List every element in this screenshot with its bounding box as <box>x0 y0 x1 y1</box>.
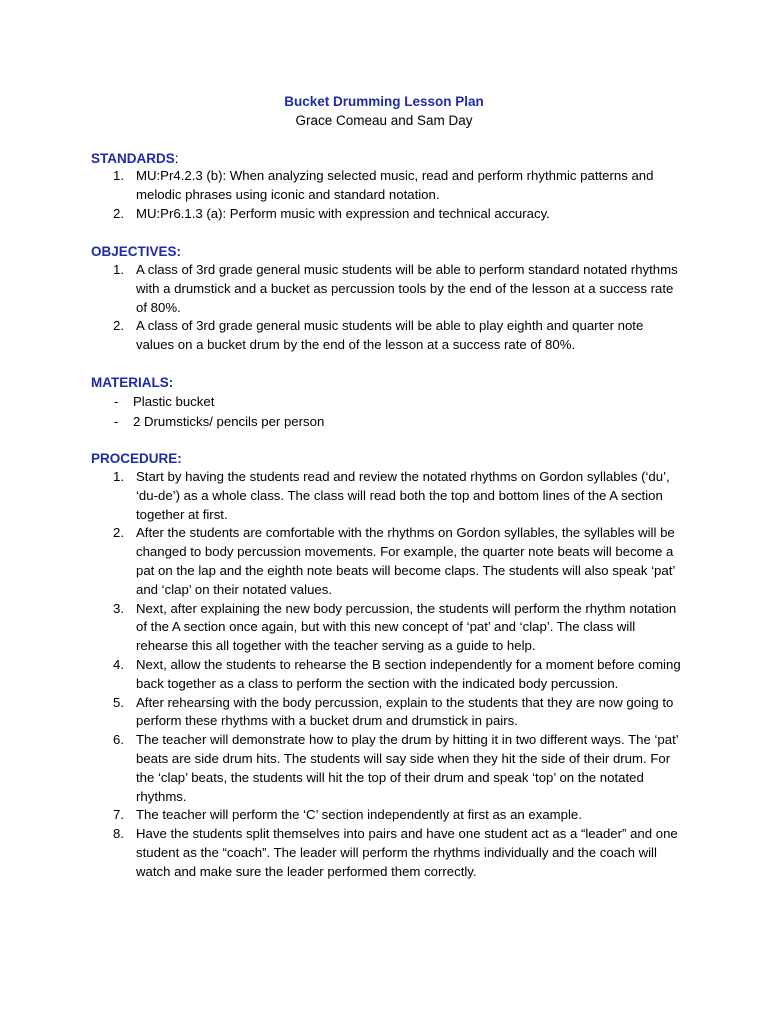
list-number: 2. <box>113 205 124 221</box>
materials-heading: MATERIALS: <box>91 375 174 390</box>
list-item-text: MU:Pr4.2.3 (b): When analyzing selected music, read and perform rhythmic patterns and melodic phrases using iconic and standard notation. <box>136 168 654 202</box>
list-number: 2. <box>113 318 124 334</box>
list-item-text: The teacher will demonstrate how to play the drum by hitting it in two different ways. The ‘pat’ beats are side drum hits. The students will say side when they hit the side of their drum. For the ‘clap’ beats, the students will hit the top of their drum and speak ‘top’ on the notated rhythms. <box>136 732 679 804</box>
list-item-text: After the students are comfortable with the rhythms on Gordon syllables, the syllables will be changed to body percussion movements. For example, the quarter note beats will become a pat on the lap and the eighth note beats will become claps. The students will also speak ‘pat’ and ‘clap’ on their notated values. <box>136 525 675 597</box>
objectives-list <box>0 261 768 355</box>
objectives-item-2 <box>0 317 682 355</box>
materials-item-1 <box>0 392 768 412</box>
procedure-item-4 <box>0 656 682 694</box>
list-number: 5. <box>113 694 124 710</box>
list-item-text: Have the students split themselves into pairs and have one student act as a “leader” and one student as the “coach”. The leader will perform the rhythms individually and the coach will watch and make sure the leader performed them correctly. <box>136 826 678 879</box>
materials-item-2 <box>0 412 768 432</box>
list-number: 1. <box>113 262 124 277</box>
procedure-item-7 <box>0 806 682 825</box>
list-item-text: Plastic bucket <box>133 394 215 409</box>
list-item-text: The teacher will perform the ‘C’ section independently at first as an example. <box>136 807 582 823</box>
objectives-item-1 <box>0 261 682 317</box>
list-number: 1. <box>113 168 124 183</box>
list-item-text: Next, after explaining the new body percussion, the students will perform the rhythm notation of the A section once again, but with this new concept of ‘pat’ and ‘clap’. The class will rehearse this all together with the teacher serving as a guide to help. <box>136 600 677 654</box>
procedure-item-1 <box>0 468 682 524</box>
list-number: 4. <box>113 656 124 672</box>
document-authors: Grace Comeau and Sam Day <box>295 113 473 128</box>
objectives-heading: OBJECTIVES: <box>91 244 182 259</box>
standards-item-1 <box>0 167 682 205</box>
procedure-item-6 <box>0 731 682 806</box>
list-number: 3. <box>113 600 124 616</box>
procedure-item-5 <box>0 694 682 732</box>
list-item-text: A class of 3rd grade general music students will be able to play eighth and quarter note values on a bucket drum by the end of the lesson at a success rate of 80%. <box>136 318 644 353</box>
document-title: Bucket Drumming Lesson Plan <box>284 94 484 109</box>
standards-item-2 <box>0 205 682 224</box>
list-number: 1. <box>113 469 124 484</box>
list-item-text: Start by having the students read and review the notated rhythms on Gordon syllables (‘du’, ‘du-de’) as a whole class. The class will read both the top and bottom lines of the A section together at first. <box>136 469 670 522</box>
standards-list <box>0 167 768 223</box>
procedure-item-8 <box>0 825 682 881</box>
list-item-text: MU:Pr6.1.3 (a): Perform music with expression and technical accuracy. <box>136 205 550 221</box>
list-item-text: A class of 3rd grade general music students will be able to perform standard notated rhythms with a drumstick and a bucket as percussion tools by the end of the lesson at a success rate of 80%. <box>136 262 678 315</box>
list-item-text: 2 Drumsticks/ pencils per person <box>133 413 325 429</box>
list-item-text: After rehearsing with the body percussion, explain to the students that they are now going to perform these rhythms with a bucket drum and drumstick in pairs. <box>136 694 674 729</box>
list-bullet: - <box>114 394 119 409</box>
standards-heading-label: STANDARDS <box>91 151 175 166</box>
list-number: 6. <box>113 732 124 748</box>
list-number: 7. <box>113 807 124 823</box>
procedure-item-3 <box>0 600 682 656</box>
list-number: 8. <box>113 826 124 842</box>
list-item-text: Next, allow the students to rehearse the B section independently for a moment before coming back together as a class to perform the section with the indicated body percussion. <box>136 656 681 691</box>
procedure-heading: PROCEDURE: <box>91 451 182 466</box>
procedure-item-2 <box>0 524 682 599</box>
procedure-list <box>0 468 768 882</box>
list-bullet: - <box>114 413 119 429</box>
list-number: 2. <box>113 525 124 541</box>
standards-heading-colon: : <box>174 151 179 166</box>
materials-list <box>0 392 768 431</box>
standards-heading <box>91 150 179 167</box>
